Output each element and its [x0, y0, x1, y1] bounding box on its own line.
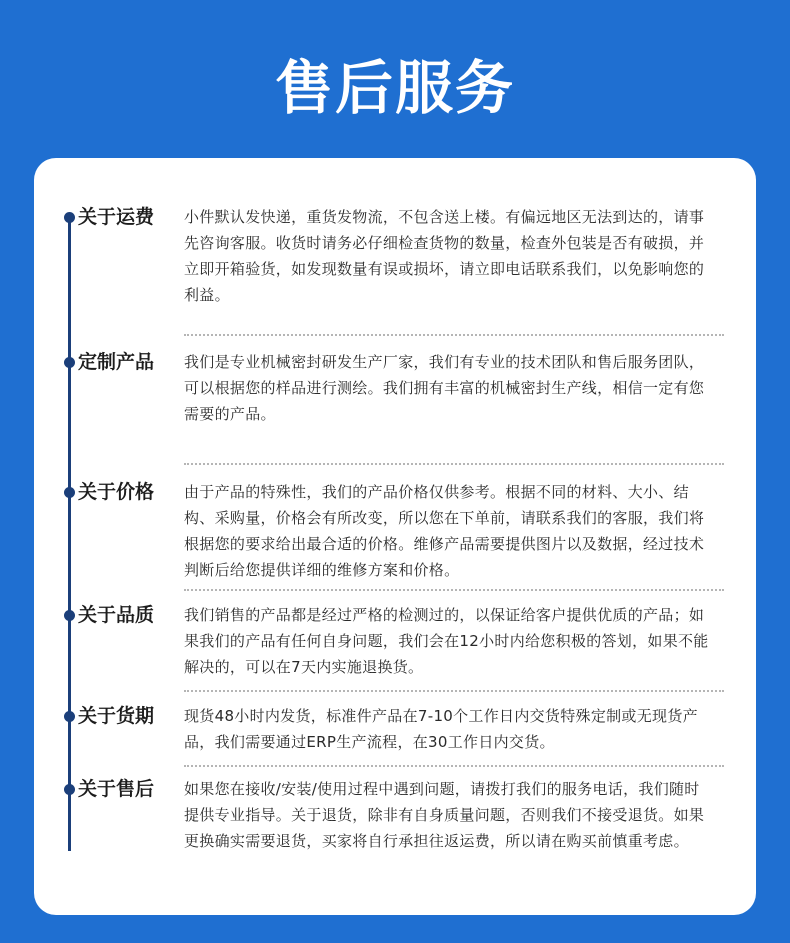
section-label: 关于价格 [78, 481, 155, 503]
section-label: 关于货期 [78, 705, 155, 727]
section-text: 由于产品的特殊性，我们的产品价格仅供参考。根据不同的材料、大小、结构、采购量，价格会有所改变，所以您在下单前，请联系我们的客服，我们将根据您的要求给出最合适的价格。维修产品需要提供图片以及数据，经过技术判断后给您提供详细的维修方案和价格。 [184, 483, 705, 579]
section-divider [184, 463, 724, 465]
section-label: 关于运费 [78, 206, 155, 228]
page-title: 售后服务 [274, 54, 515, 122]
timeline-dot [64, 784, 75, 795]
section-text: 如果您在接收/安装/使用过程中遇到问题，请拨打我们的服务电话，我们随时提供专业指导。关于退货，除非有自身质量问题，否则我们不接受退货。如果更换确实需要退货，买家将自行承担往返运费，所以请在购买前慎重考虑。 [184, 780, 705, 850]
section-text: 小件默认发快递，重货发物流，不包含送上楼。有偏远地区无法到达的，请事先咨询客服。收货时请务必仔细检查货物的数量，检查外包装是否有破损，并立即开箱验货，如发现数量有误或损坏，请立即电话联系我们，以免影响您的利益。 [184, 208, 705, 304]
section-divider [184, 589, 724, 591]
section-text: 现货48小时内发货，标准件产品在7-10个工作日内交货特殊定制或无现货产品，我们需要通过ERP生产流程，在30工作日内交货。 [184, 707, 698, 751]
timeline-dot [64, 711, 75, 722]
timeline-line [68, 213, 71, 851]
section-text: 我们销售的产品都是经过严格的检测过的，以保证给客户提供优质的产品；如果我们的产品有任何自身问题，我们会在12小时内给您积极的答划，如果不能解决的，可以在7天内实施退换货。 [184, 606, 709, 676]
section-divider [184, 765, 724, 767]
service-card [34, 158, 756, 915]
section-divider [184, 690, 724, 692]
section-label: 定制产品 [78, 351, 155, 373]
section-label: 关于品质 [78, 604, 155, 626]
section-label: 关于售后 [78, 778, 155, 800]
timeline-dot [64, 610, 75, 621]
timeline-dot [64, 212, 75, 223]
timeline-dot [64, 357, 75, 368]
section-text: 我们是专业机械密封研发生产厂家，我们有专业的技术团队和售后服务团队，可以根据您的样品进行测绘。我们拥有丰富的机械密封生产线，相信一定有您需要的产品。 [184, 353, 705, 423]
section-divider [184, 334, 724, 336]
timeline-dot [64, 487, 75, 498]
